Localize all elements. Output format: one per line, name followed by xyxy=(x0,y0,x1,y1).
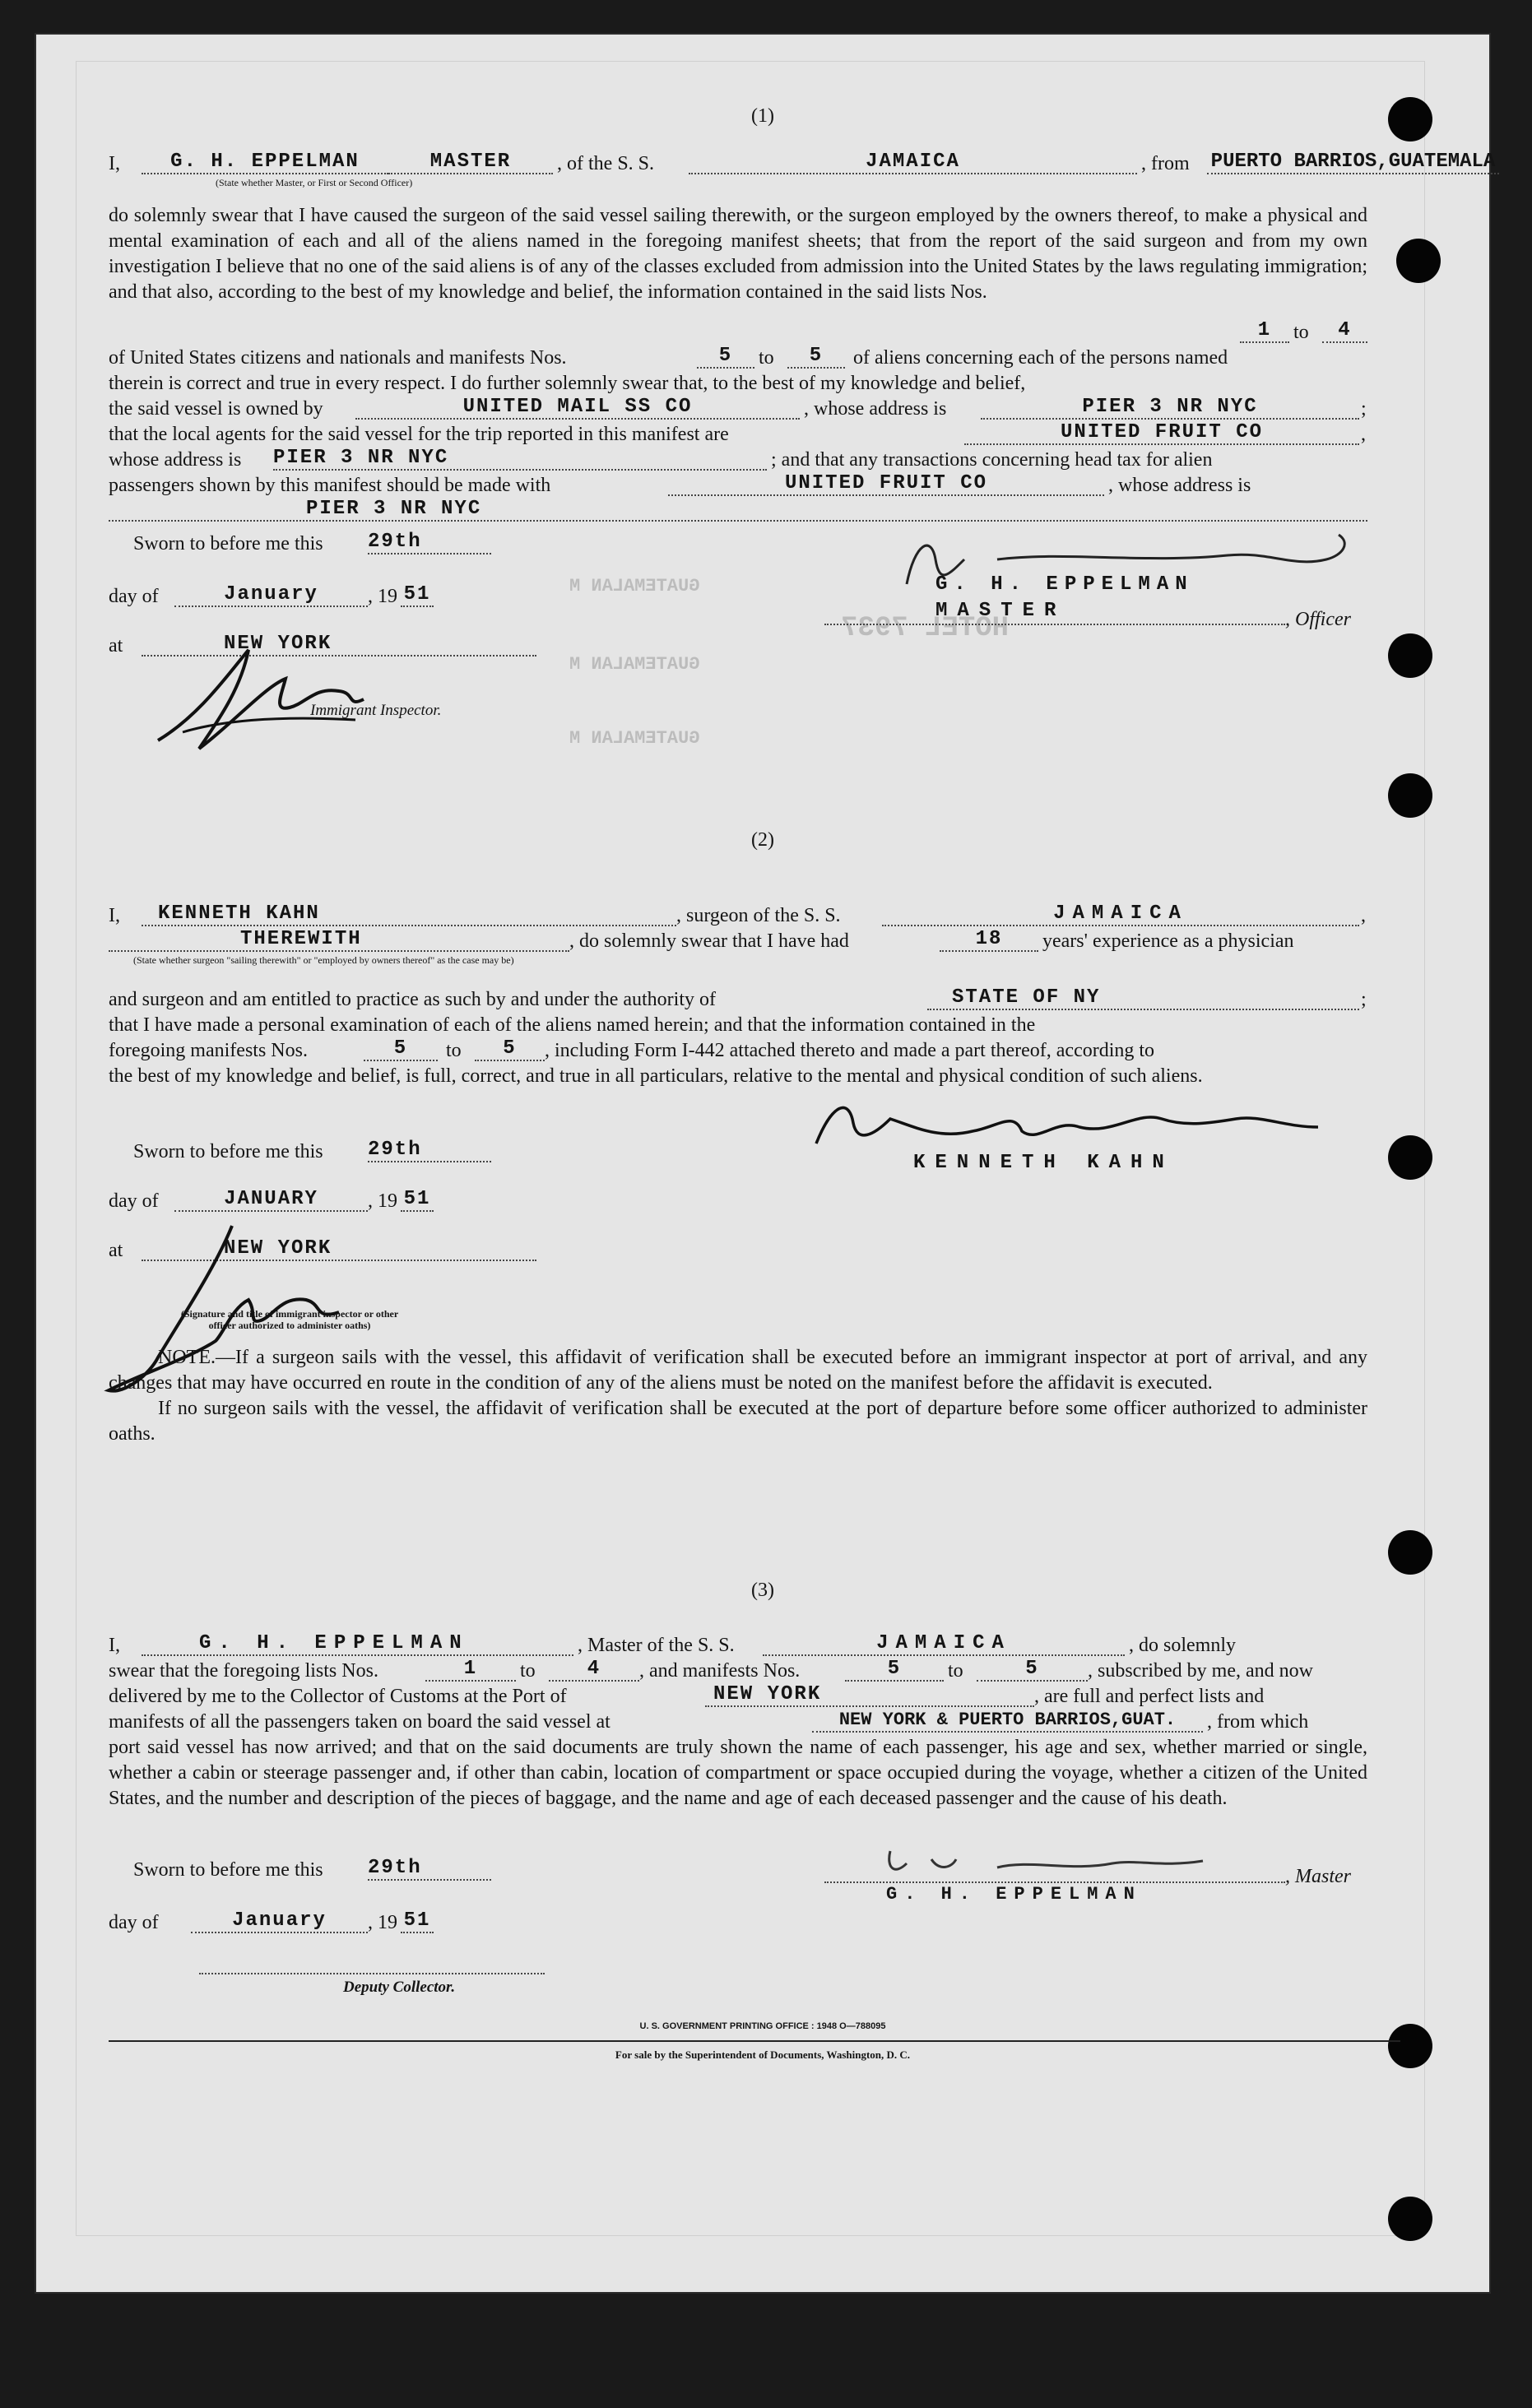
bleed-through-text: GUATEMALAN M xyxy=(569,576,700,596)
section3-sworn-date xyxy=(109,1910,602,1936)
master-signature-line xyxy=(824,1881,1285,1883)
authority-field[interactable]: STATE OF NY xyxy=(927,987,1359,1010)
master-signature xyxy=(874,1843,1219,1884)
text: , are full and perfect lists and xyxy=(1034,1686,1265,1707)
manifests-from-field[interactable]: 5 xyxy=(364,1038,438,1061)
sworn-month-field[interactable]: January xyxy=(174,584,368,607)
punch-hole xyxy=(1388,2197,1432,2241)
note-paragraph xyxy=(109,1345,1367,1447)
bleed-through-text: HOTEL 7937 xyxy=(841,613,1010,644)
printing-office-note: U. S. GOVERNMENT PRINTING OFFICE : 1948 O—788095 xyxy=(639,2021,886,2031)
text: passengers shown by this manifest should be made with xyxy=(109,475,551,496)
text: , do solemnly swear that I have had xyxy=(569,930,849,952)
master-name-field[interactable]: G. H. EPPELMAN xyxy=(142,151,388,174)
text: , surgeon of the S. S. xyxy=(676,905,841,926)
inspector-signature xyxy=(150,642,397,757)
text: to xyxy=(520,1660,536,1682)
text: ; xyxy=(1361,398,1367,420)
note-text: If no surgeon sails with the vessel, the affidavit of verification shall be executed at the port of departure before some officer authorized to administer oaths. xyxy=(109,1398,1367,1445)
text: Sworn to before me this xyxy=(133,1141,323,1162)
text: Sworn to before me this xyxy=(133,533,323,554)
section-number: (2) xyxy=(751,829,774,851)
lists-to-field[interactable]: 4 xyxy=(549,1659,639,1682)
sworn-month-field[interactable]: January xyxy=(191,1910,368,1933)
text: day of xyxy=(109,1912,159,1933)
ship-field[interactable]: JAMAICA xyxy=(882,903,1359,926)
collector-caption: Deputy Collector. xyxy=(343,1979,456,1996)
manifests-from-field[interactable]: 5 xyxy=(845,1659,944,1682)
master-name-field[interactable]: G. H. EPPELMAN xyxy=(142,1633,573,1656)
section2-sworn-date xyxy=(109,1189,602,1214)
for-sale-note: For sale by the Superintendent of Documents, Washington, D. C. xyxy=(615,2048,911,2061)
text: of United States citizens and nationals and manifests Nos. xyxy=(109,347,567,369)
port-field[interactable]: NEW YORK xyxy=(705,1684,1034,1707)
section-number: (1) xyxy=(751,105,774,127)
text: therein is correct and true in every respect. I do further solemnly swear that, to the best of my knowledge and belief, xyxy=(109,373,1026,394)
officer-name: G. H. EPPELMAN xyxy=(935,573,1194,596)
headtax-with-field[interactable]: UNITED FRUIT CO xyxy=(668,473,1104,496)
lists-from-field[interactable]: 1 xyxy=(1240,320,1289,343)
sworn-place-field[interactable]: NEW YORK xyxy=(142,633,536,657)
footer-rule xyxy=(109,2040,1400,2042)
section1-manifests-line xyxy=(109,346,1367,524)
text: , and manifests Nos. xyxy=(639,1660,801,1682)
text: , including Form I-442 attached thereto and made a part thereof, according to xyxy=(545,1040,1155,1061)
agents-address-field[interactable]: PIER 3 NR NYC xyxy=(273,448,767,471)
text: , Master of the S. S. xyxy=(578,1635,735,1656)
section3-sworn xyxy=(109,1858,602,1883)
sworn-month-field[interactable]: JANUARY xyxy=(174,1189,368,1212)
text: to xyxy=(446,1040,462,1061)
text: , 19 xyxy=(368,586,397,607)
section3-heading xyxy=(109,1633,1367,1812)
owner-address-field[interactable]: PIER 3 NR NYC xyxy=(981,397,1359,420)
manifests-to-field[interactable]: 5 xyxy=(977,1659,1088,1682)
text: foregoing manifests Nos. xyxy=(109,1040,308,1061)
text: I, xyxy=(109,1635,120,1656)
headtax-address-field[interactable]: PIER 3 NR NYC xyxy=(109,499,1367,522)
sailing-caption: (State whether surgeon "sailing therewith" or "employed by owners thereof" as the case may be) xyxy=(133,954,514,966)
from-port-field[interactable]: PUERTO BARRIOS,GUATEMALA xyxy=(1207,151,1499,174)
collector-signature-line xyxy=(199,1973,545,1974)
text: to xyxy=(948,1660,963,1682)
text: at xyxy=(109,635,123,657)
text: port said vessel has now arrived; and that on the said documents are truly shown the name of each passenger, his age and sex, whether married or single, whether a cabin or steerage passenger and, if other than cabin, location of compartment or space occupied during the voyage, whether a citizen of the United States, and the number and description of the pieces of baggage, and the name and age of each deceased passenger and the cause of his death. xyxy=(109,1737,1367,1809)
surgeon-name-field[interactable]: KENNETH KAHN xyxy=(142,903,676,926)
sworn-day-field[interactable]: 29th xyxy=(368,1139,491,1162)
text: Sworn to before me this xyxy=(133,1859,323,1881)
sworn-year-field[interactable]: 51 xyxy=(401,584,434,607)
note-text: NOTE.—If a surgeon sails with the vessel, this affidavit of verification shall be executed before an immigrant inspector at port of arrival, and any changes that may have occurred en route in the condition of any of the aliens must be noted on the manifest before the affidavit is executed. xyxy=(109,1347,1367,1394)
text: , of the S. S. xyxy=(557,153,655,174)
text: years' experience as a physician xyxy=(1042,930,1294,952)
master-caption: , Master xyxy=(1285,1866,1351,1887)
officer-signature-line xyxy=(824,624,1285,625)
sworn-day-field[interactable]: 29th xyxy=(368,1858,491,1881)
text: , subscribed by me, and now xyxy=(1088,1660,1313,1682)
section2-heading xyxy=(109,903,1367,966)
text: I, xyxy=(109,905,120,926)
text: that I have made a personal examination of each of the aliens named herein; and that the information contained in the xyxy=(109,1014,1036,1036)
text: , from which xyxy=(1207,1711,1309,1733)
punch-hole xyxy=(1388,1530,1432,1575)
sworn-year-field[interactable]: 51 xyxy=(401,1910,434,1933)
text: and surgeon and am entitled to practice as such by and under the authority of xyxy=(109,989,716,1010)
officer-rank: MASTER xyxy=(935,600,1066,622)
manifests-to-field[interactable]: 5 xyxy=(475,1038,545,1061)
section1-heading-line xyxy=(109,151,1496,188)
text: , from xyxy=(1141,153,1190,174)
section1-lists-line xyxy=(109,320,1367,346)
text: day of xyxy=(109,1190,159,1212)
section1-body: do solemnly swear that I have caused the surgeon of the said vessel sailing therewith, or the surgeon employed by the owners thereof, to make a physical and mental examination of each and all of the aliens named in the foregoing manifest sheets; that from the report of the said surgeon and from my own investigation I believe that no one of the said aliens is of any of the classes excluded from admission into the United States by the laws regulating immigration; and that also, according to the best of my knowledge and belief, the information contained in the said lists Nos. xyxy=(109,205,1367,303)
sailing-field[interactable]: THEREWITH xyxy=(109,929,569,952)
officer-caption: , Officer xyxy=(1285,609,1351,630)
text: , whose address is xyxy=(804,398,947,420)
text: , xyxy=(1361,424,1366,445)
text: delivered by me to the Collector of Customs at the Port of xyxy=(109,1686,567,1707)
punch-hole xyxy=(1396,239,1441,283)
text: the said vessel is owned by xyxy=(109,398,323,420)
rank-field[interactable]: MASTER xyxy=(388,151,553,174)
text: swear that the foregoing lists Nos. xyxy=(109,1660,378,1682)
section-number: (3) xyxy=(751,1580,774,1601)
text: to xyxy=(759,347,774,369)
text: , 19 xyxy=(368,1912,397,1933)
ship-field[interactable]: JAMAICA xyxy=(763,1633,1125,1656)
sworn-year-field[interactable]: 51 xyxy=(401,1189,434,1212)
lists-from-field[interactable]: 1 xyxy=(425,1659,516,1682)
section2-sworn xyxy=(109,1139,602,1165)
punch-hole xyxy=(1388,773,1432,818)
text: manifests of all the passengers taken on board the said vessel at xyxy=(109,1711,610,1733)
ship-field[interactable]: JAMAICA xyxy=(689,151,1137,174)
affidavit-sheet xyxy=(35,33,1496,2294)
text: at xyxy=(109,1240,123,1261)
sworn-day-field[interactable]: 29th xyxy=(368,531,491,554)
text: of aliens concerning each of the persons named xyxy=(853,347,1228,369)
text: , xyxy=(1361,905,1366,926)
text: to xyxy=(1293,322,1309,343)
owner-field[interactable]: UNITED MAIL SS CO xyxy=(355,397,800,420)
agents-field[interactable]: UNITED FRUIT CO xyxy=(964,422,1359,445)
text: , whose address is xyxy=(1108,475,1251,496)
manifests-from-field[interactable]: 5 xyxy=(697,346,754,369)
inspector-caption: Immigrant Inspector. xyxy=(310,702,442,719)
surgeon-signature xyxy=(800,1094,1326,1160)
rank-caption: (State whether Master, or First or Second Officer) xyxy=(216,177,413,188)
text: , 19 xyxy=(368,1190,397,1212)
text: ; xyxy=(1361,989,1367,1010)
sworn-place-field[interactable]: NEW YORK xyxy=(142,1238,536,1261)
text: I, xyxy=(109,153,120,174)
master-name: G. H. EPPELMAN xyxy=(886,1884,1142,1905)
punch-hole xyxy=(1388,633,1432,678)
section1-sworn xyxy=(109,531,602,557)
bleed-through-text: GUATEMALAN M xyxy=(569,654,700,675)
text: that the local agents for the said vessel for the trip reported in this manifest are xyxy=(109,424,729,445)
text: , do solemnly xyxy=(1129,1635,1236,1656)
lists-to-field[interactable]: 4 xyxy=(1322,320,1367,343)
punch-hole xyxy=(1388,1135,1432,1180)
years-field[interactable]: 18 xyxy=(940,929,1038,952)
text: whose address is xyxy=(109,449,242,471)
text: day of xyxy=(109,586,159,607)
officer-caption: (Signature and title of immigrant inspector or other officer authorized to administer oaths) xyxy=(180,1308,399,1331)
section1-sworn-date xyxy=(109,584,602,610)
section2-body xyxy=(109,987,1367,1089)
bleed-through-text: GUATEMALAN M xyxy=(569,728,700,749)
ports-taken-field[interactable]: NEW YORK & PUERTO BARRIOS,GUAT. xyxy=(812,1710,1203,1733)
surgeon-name: KENNETH KAHN xyxy=(913,1152,1174,1174)
text: ; and that any transactions concerning head tax for alien xyxy=(771,449,1213,471)
text: the best of my knowledge and belief, is full, correct, and true in all particulars, relative to the mental and physical condition of such aliens. xyxy=(109,1065,1203,1087)
manifests-to-field[interactable]: 5 xyxy=(787,346,845,369)
